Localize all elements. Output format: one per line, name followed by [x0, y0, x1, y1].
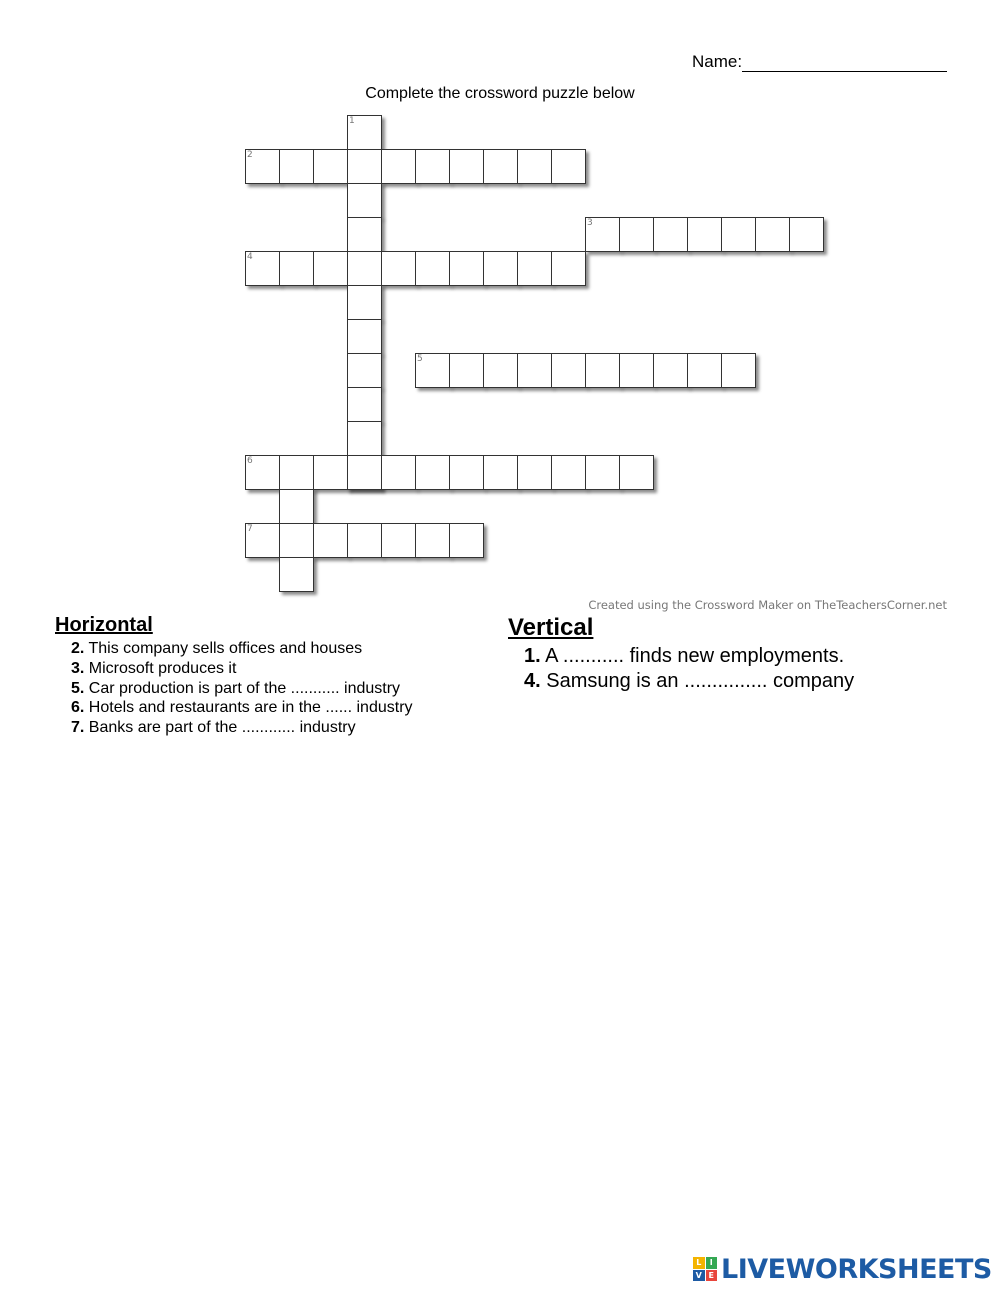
- crossword-cell[interactable]: [687, 217, 722, 252]
- crossword-cell[interactable]: [517, 251, 552, 286]
- crossword-cell[interactable]: [483, 353, 518, 388]
- crossword-cell[interactable]: [551, 353, 586, 388]
- clue-number: 4: [247, 252, 253, 262]
- liveworksheets-logo: [693, 1254, 992, 1284]
- crossword-cell[interactable]: [347, 149, 382, 184]
- logo-letter: L: [693, 1257, 705, 1269]
- crossword-cell[interactable]: [415, 523, 450, 558]
- crossword-cell[interactable]: [347, 387, 382, 422]
- clue-item: 6. Hotels and restaurants are in the ...... industry: [71, 699, 413, 717]
- clue-number: 2: [247, 150, 253, 160]
- crossword-cell[interactable]: [551, 149, 586, 184]
- crossword-cell[interactable]: [483, 251, 518, 286]
- crossword-cell[interactable]: [313, 149, 348, 184]
- clue-number: 6: [247, 456, 253, 466]
- vertical-title: Vertical: [508, 614, 594, 641]
- crossword-cell[interactable]: [449, 251, 484, 286]
- crossword-cell[interactable]: [347, 455, 382, 490]
- crossword-cell[interactable]: [551, 251, 586, 286]
- clue-item: 3. Microsoft produces it: [71, 659, 237, 677]
- clue-item: 7. Banks are part of the ............ industry: [71, 719, 356, 737]
- crossword-cell[interactable]: [721, 217, 756, 252]
- crossword-cell[interactable]: [313, 455, 348, 490]
- crossword-cell[interactable]: [347, 523, 382, 558]
- instructions: Complete the crossword puzzle below: [365, 85, 635, 102]
- crossword-grid: [0, 0, 1000, 600]
- crossword-cell[interactable]: [381, 523, 416, 558]
- clue-number: 7: [247, 524, 253, 534]
- crossword-cell[interactable]: [517, 353, 552, 388]
- crossword-cell[interactable]: [687, 353, 722, 388]
- crossword-cell[interactable]: [415, 149, 450, 184]
- crossword-cell[interactable]: [789, 217, 824, 252]
- logo-letter: V: [693, 1270, 705, 1282]
- brand-text: LIVEWORKSHEETS: [721, 1253, 992, 1285]
- crossword-cell[interactable]: [279, 489, 314, 524]
- crossword-cell[interactable]: [313, 251, 348, 286]
- clue-number: 5: [417, 354, 423, 364]
- crossword-cell[interactable]: [517, 149, 552, 184]
- crossword-cell[interactable]: [279, 251, 314, 286]
- crossword-cell[interactable]: [449, 149, 484, 184]
- crossword-cell[interactable]: [755, 217, 790, 252]
- clue-number: 3: [587, 218, 593, 228]
- crossword-cell[interactable]: [313, 523, 348, 558]
- crossword-cell[interactable]: [517, 455, 552, 490]
- crossword-cell[interactable]: [483, 455, 518, 490]
- horizontal-clues: [55, 614, 495, 738]
- crossword-cell[interactable]: [381, 251, 416, 286]
- logo-icon: [693, 1257, 717, 1281]
- crossword-cell[interactable]: [551, 455, 586, 490]
- name-label: Name:: [692, 52, 743, 71]
- crossword-cell[interactable]: [381, 149, 416, 184]
- clue-item: 2. This company sells offices and houses: [71, 640, 363, 657]
- crossword-cell[interactable]: [279, 149, 314, 184]
- crossword-cell[interactable]: [619, 455, 654, 490]
- crossword-cell[interactable]: [279, 523, 314, 558]
- clue-item: 4. Samsung is an ............... company: [524, 669, 855, 692]
- crossword-cell[interactable]: [279, 557, 314, 592]
- crossword-cell[interactable]: [347, 285, 382, 320]
- crossword-cell[interactable]: [483, 149, 518, 184]
- crossword-cell[interactable]: [415, 251, 450, 286]
- crossword-cell[interactable]: [585, 353, 620, 388]
- crossword-cell[interactable]: [449, 353, 484, 388]
- crossword-cell[interactable]: [347, 353, 382, 388]
- crossword-cell[interactable]: [347, 251, 382, 286]
- crossword-cell[interactable]: [347, 183, 382, 218]
- crossword-cell[interactable]: [347, 217, 382, 252]
- crossword-cell[interactable]: [449, 523, 484, 558]
- crossword-cell[interactable]: [279, 455, 314, 490]
- crossword-cell[interactable]: [619, 353, 654, 388]
- crossword-cell[interactable]: [381, 455, 416, 490]
- crossword-cell[interactable]: [347, 319, 382, 354]
- horizontal-title: Horizontal: [55, 614, 153, 636]
- crossword-cell[interactable]: [347, 421, 382, 456]
- vertical-clues: [508, 614, 948, 693]
- crossword-cell[interactable]: [415, 455, 450, 490]
- logo-letter: I: [706, 1257, 718, 1269]
- crossword-cell[interactable]: [721, 353, 756, 388]
- crossword-cell[interactable]: [449, 455, 484, 490]
- clue-item: 5. Car production is part of the ........... industry: [71, 679, 401, 697]
- logo-letter: E: [706, 1270, 718, 1282]
- clue-number: 1: [349, 116, 355, 126]
- crossword-cell[interactable]: [653, 353, 688, 388]
- credit-text: Created using the Crossword Maker on TheTeachersCorner.net: [588, 598, 947, 612]
- clue-item: 1. A ........... finds new employments.: [524, 645, 845, 667]
- crossword-cell[interactable]: [619, 217, 654, 252]
- crossword-cell[interactable]: [653, 217, 688, 252]
- crossword-cell[interactable]: [585, 455, 620, 490]
